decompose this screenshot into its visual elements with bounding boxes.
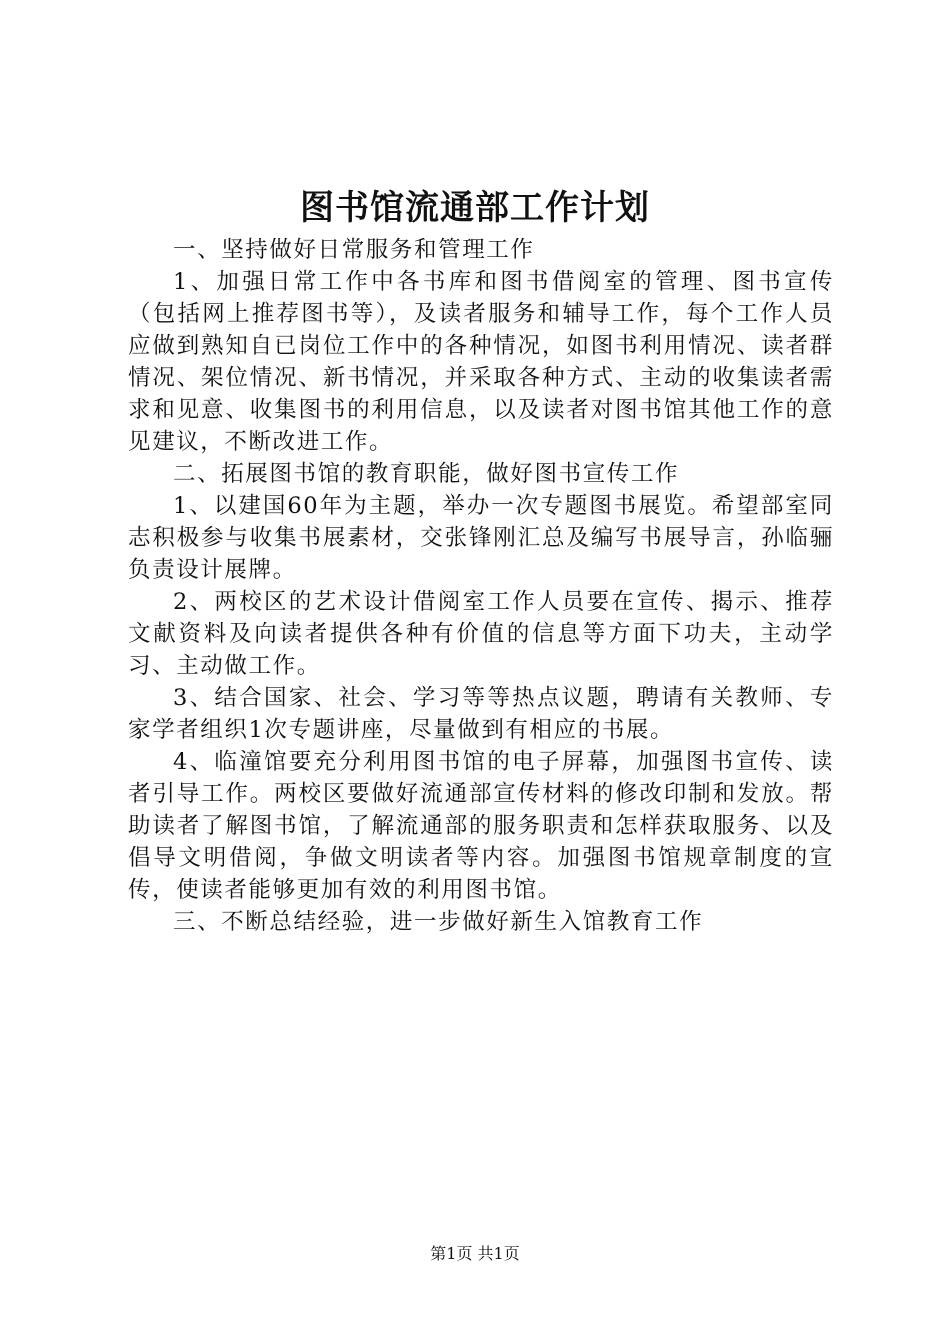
document-title: 图书馆流通部工作计划 (300, 188, 650, 228)
paragraph-2-1: 1、以建国60年为主题，举办一次专题图书展览。希望部室同志积极参与收集书展素材，交张锋刚汇总及编写书展导言，孙临骊负责设计展牌。 (128, 493, 834, 583)
section-heading-1: 一、坚持做好日常服务和管理工作 (173, 237, 535, 263)
paragraph-2-4: 4、临潼馆要充分利用图书馆的电子屏幕，加强图书宣传、读者引导工作。两校区要做好流通部宣传材料的修改印制和发放。帮助读者了解图书馆，了解流通部的服务职责和怎样获取服务、以及倡导文明借阅，争做文明读者等内容。加强图书馆规章制度的宣传，使读者能够更加有效的利用图书馆。 (128, 749, 834, 903)
document-body (128, 234, 834, 938)
section-heading-3: 三、不断总结经验，进一步做好新生入馆教育工作 (173, 909, 704, 935)
paragraph-1-1: 1、加强日常工作中各书库和图书借阅室的管理、图书宣传（包括网上推荐图书等），及读者服务和辅导工作，每个工作人员应做到熟知自已岗位工作中的各种情况，如图书利用情况、读者群情况、架位情况、新书情况，并采取各种方式、主动的收集读者需求和见意、收集图书的利用信息，以及读者对图书馆其他工作的意见建议，不断改进工作。 (128, 269, 834, 455)
page-footer: 第1页 共1页 (430, 1244, 520, 1263)
paragraph-2-3: 3、结合国家、社会、学习等等热点议题，聘请有关教师、专家学者组织1次专题讲座，尽量做到有相应的书展。 (128, 685, 834, 743)
section-heading-2: 二、拓展图书馆的教育职能，做好图书宣传工作 (173, 461, 680, 487)
paragraph-2-2: 2、两校区的艺术设计借阅室工作人员要在宣传、揭示、推荐文献资料及向读者提供各种有价值的信息等方面下功夫，主动学习、主动做工作。 (128, 589, 834, 679)
